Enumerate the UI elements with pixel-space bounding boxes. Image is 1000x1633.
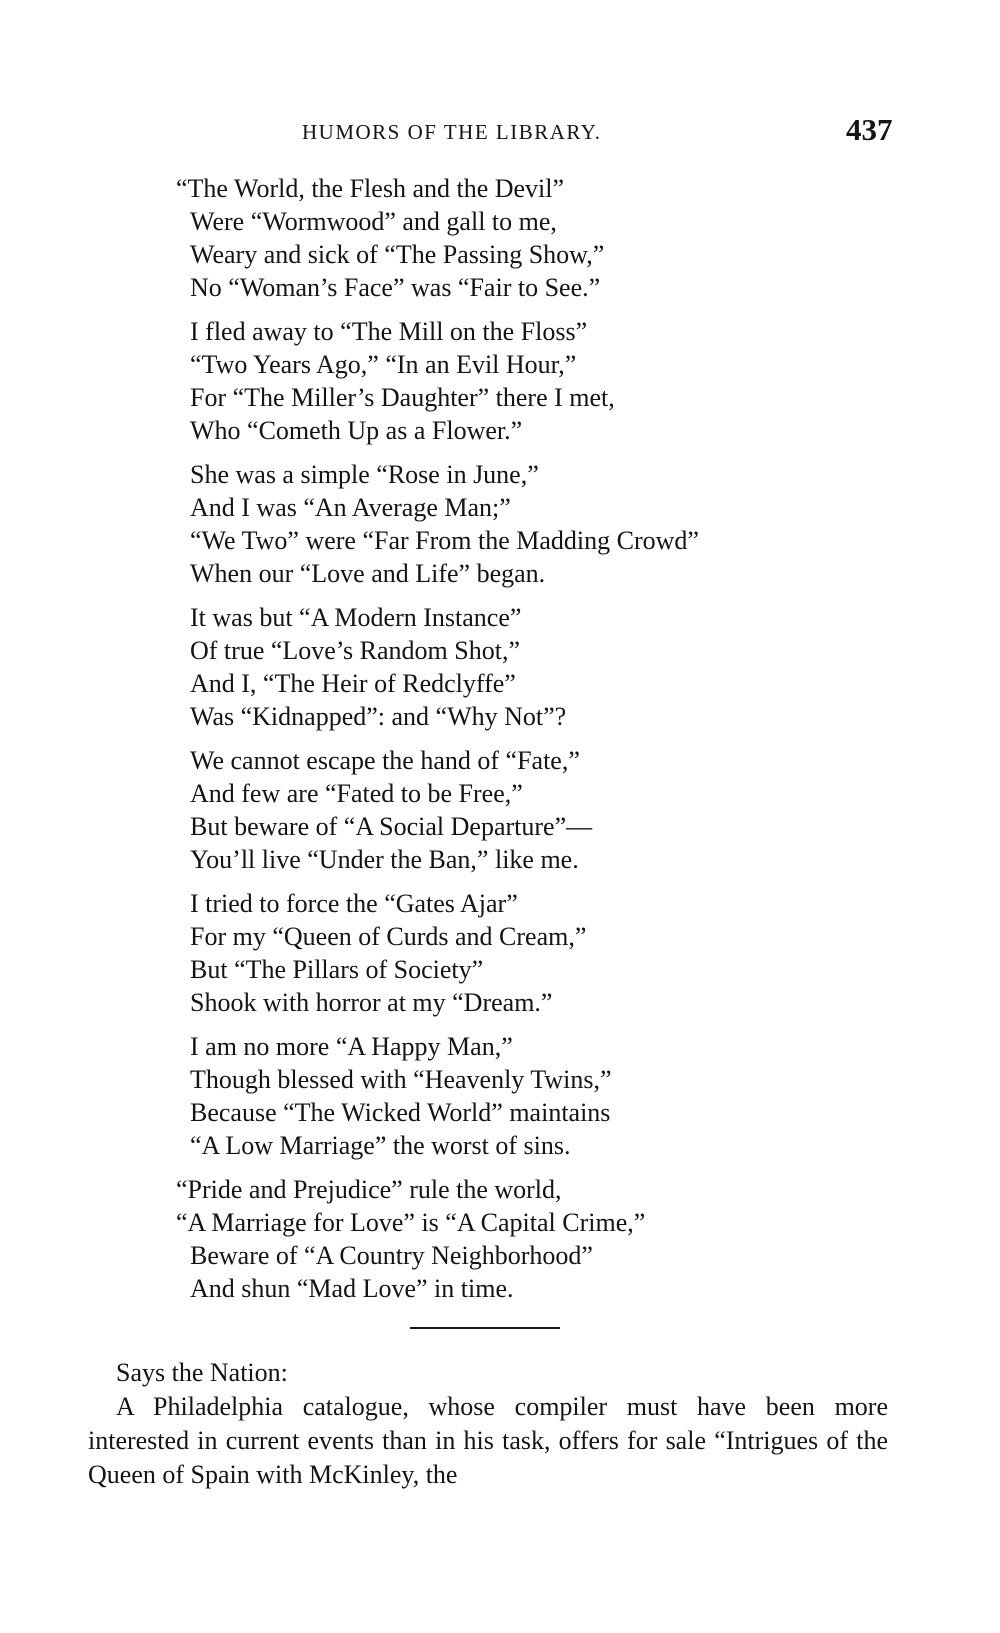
poem-line: I fled away to “The Mill on the Floss”	[190, 317, 588, 346]
poem-line: And I, “The Heir of Redclyffe”	[190, 669, 516, 698]
stanza-8	[176, 1173, 896, 1305]
stanza-6	[176, 887, 896, 1019]
poem-line: Beware of “A Country Neighborhood”	[190, 1241, 593, 1270]
poem-line: And I was “An Average Man;”	[190, 493, 511, 522]
poem-line: But beware of “A Social Departure”—	[190, 812, 593, 841]
poem-line: I tried to force the “Gates Ajar”	[190, 889, 518, 918]
stanza-3	[176, 458, 896, 590]
poem-line: “A Low Marriage” the worst of sins.	[190, 1131, 571, 1160]
poem-line: It was but “A Modern Instance”	[190, 603, 522, 632]
prose-paragraph: A Philadelphia catalogue, whose compiler must have been more interested in current events than in his task, offers for sale “Intrigues of the Queen of Spain with McKinley, the	[88, 1392, 888, 1489]
poem	[176, 172, 896, 1316]
poem-line: I am no more “A Happy Man,”	[190, 1032, 513, 1061]
stanza-7	[176, 1030, 896, 1162]
poem-line: “Pride and Prejudice” rule the world,	[176, 1175, 562, 1204]
poem-line: “A Marriage for Love” is “A Capital Crime,”	[176, 1208, 646, 1237]
poem-line: We cannot escape the hand of “Fate,”	[190, 746, 580, 775]
poem-line: For my “Queen of Curds and Cream,”	[190, 922, 587, 951]
poem-line: Weary and sick of “The Passing Show,”	[190, 240, 605, 269]
stanza-2	[176, 315, 896, 447]
prose-intro: Says the Nation:	[116, 1358, 288, 1387]
section-divider	[410, 1327, 560, 1329]
poem-line: And few are “Fated to be Free,”	[190, 779, 523, 808]
poem-line: Were “Wormwood” and gall to me,	[190, 207, 557, 236]
poem-line: No “Woman’s Face” was “Fair to See.”	[190, 273, 601, 302]
running-title: HUMORS OF THE LIBRARY.	[302, 120, 602, 144]
poem-line: “We Two” were “Far From the Madding Crowd”	[190, 526, 699, 555]
page-number: 437	[846, 112, 893, 147]
stanza-4	[176, 601, 896, 733]
poem-line: You’ll live “Under the Ban,” like me.	[190, 845, 579, 874]
poem-line: And shun “Mad Love” in time.	[190, 1274, 514, 1303]
poem-line: Though blessed with “Heavenly Twins,”	[190, 1065, 612, 1094]
poem-line: “Two Years Ago,” “In an Evil Hour,”	[190, 350, 577, 379]
poem-line: Was “Kidnapped”: and “Why Not”?	[190, 702, 567, 731]
poem-line: Because “The Wicked World” maintains	[190, 1098, 611, 1127]
stanza-5	[176, 744, 896, 876]
poem-line: “The World, the Flesh and the Devil”	[176, 174, 565, 203]
stanza-1	[176, 172, 896, 304]
poem-line: Of true “Love’s Random Shot,”	[190, 636, 520, 665]
poem-line: For “The Miller’s Daughter” there I met,	[190, 383, 615, 412]
poem-line: Shook with horror at my “Dream.”	[190, 988, 553, 1017]
poem-line: When our “Love and Life” began.	[190, 559, 546, 588]
poem-line: But “The Pillars of Society”	[190, 955, 484, 984]
poem-line: Who “Cometh Up as a Flower.”	[190, 416, 523, 445]
poem-line: She was a simple “Rose in June,”	[190, 460, 539, 489]
prose-section	[88, 1356, 888, 1492]
